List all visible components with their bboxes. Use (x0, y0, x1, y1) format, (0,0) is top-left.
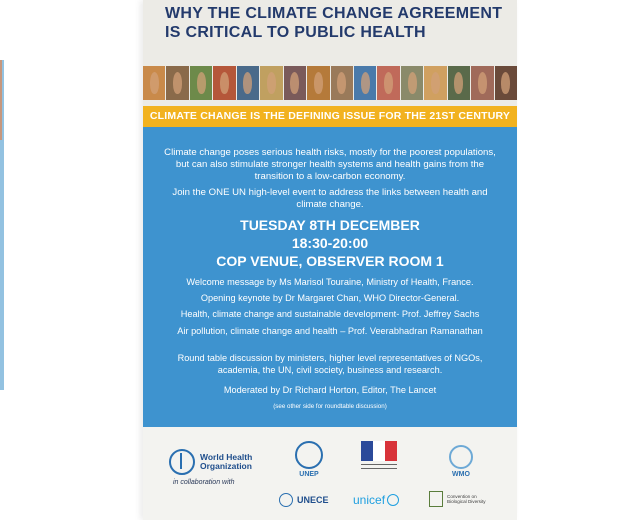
unece-logo (279, 493, 329, 507)
portrait-photo (448, 66, 470, 100)
unicef-emblem-icon (387, 494, 399, 506)
portrait-photo (354, 66, 376, 100)
unep-logo (293, 441, 325, 478)
partner-logos (143, 427, 517, 520)
un-emblem-icon (279, 493, 293, 507)
portrait-photo (401, 66, 423, 100)
headline-line-1: WHY THE CLIMATE CHANGE AGREEMENT (165, 5, 503, 22)
portrait-photo (166, 66, 188, 100)
wmo-label: WMO (452, 471, 470, 478)
unep-emblem-icon (295, 441, 323, 469)
headline-line-2: IS CRITICAL TO PUBLIC HEALTH (165, 24, 426, 41)
wmo-logo (443, 445, 479, 478)
program-item: Air pollution, climate change and health – Prof. Veerabhadran Ramanathan (177, 326, 483, 336)
portrait-photo (424, 66, 446, 100)
who-name-line-1: World Health (200, 452, 253, 462)
banner: CLIMATE CHANGE IS THE DEFINING ISSUE FOR THE 21ST CENTURY (143, 106, 517, 127)
program-item: Opening keynote by Dr Margaret Chan, WHO Director-General. (200, 293, 460, 303)
portrait-photo (237, 66, 259, 100)
portrait-photo (495, 66, 517, 100)
headline (165, 4, 505, 42)
cbd-logo (429, 491, 486, 507)
program-item: Health, climate change and sustainable development- Prof. Jeffrey Sachs (180, 309, 480, 319)
roundtable-note: (see other side for roundtable discussion) (273, 403, 387, 410)
program-item: Welcome message by Ms Marisol Touraine, Ministry of Health, France. (186, 277, 474, 287)
portrait-photo (190, 66, 212, 100)
event-time: 18:30-20:00 (291, 235, 369, 251)
wmo-emblem-icon (449, 445, 473, 469)
event-venue: COP VENUE, OBSERVER ROOM 1 (216, 253, 444, 269)
portrait-photo (260, 66, 282, 100)
who-emblem-icon (169, 449, 195, 475)
program-item: Moderated by Dr Richard Horton, Editor, The Lancet (223, 385, 437, 395)
portrait-photo (307, 66, 329, 100)
page-edge-accent (0, 60, 2, 140)
portrait-photo (331, 66, 353, 100)
cbd-label-line-1: Convention on (447, 493, 477, 499)
portrait-photo (377, 66, 399, 100)
unicef-logo (353, 493, 399, 507)
event-date: TUESDAY 8TH DECEMBER (240, 217, 420, 233)
portrait-photo (284, 66, 306, 100)
collaboration-text: in collaboration with (173, 479, 235, 486)
unicef-label: unicef (353, 493, 386, 507)
portrait-photo (471, 66, 493, 100)
portrait-photo (143, 66, 165, 100)
portrait-photo (213, 66, 235, 100)
join-paragraph: Join the ONE UN high-level event to address the links between health and climate change. (172, 187, 488, 210)
french-flag-icon (361, 441, 397, 461)
cbd-emblem-icon (429, 491, 443, 507)
france-ministry-logo (361, 441, 397, 469)
cbd-label-line-2: Biological Diversity (447, 499, 486, 504)
photo-strip (143, 66, 517, 100)
unep-label: UNEP (299, 471, 319, 478)
event-panel (143, 127, 517, 427)
flyer (143, 0, 517, 520)
intro-paragraph: Climate change poses serious health risks, mostly for the poorest populations, but can also stimulate stronger health systems and health gains from the transition to a low-carbon economy. (164, 147, 496, 182)
who-logo (169, 449, 252, 475)
who-name-line-2: Organization (200, 461, 252, 471)
unece-label: UNECE (297, 495, 329, 505)
program-item: Round table discussion by ministers, higher level representatives of NGOs, academia, the UN, civil society, business and research. (177, 353, 483, 375)
